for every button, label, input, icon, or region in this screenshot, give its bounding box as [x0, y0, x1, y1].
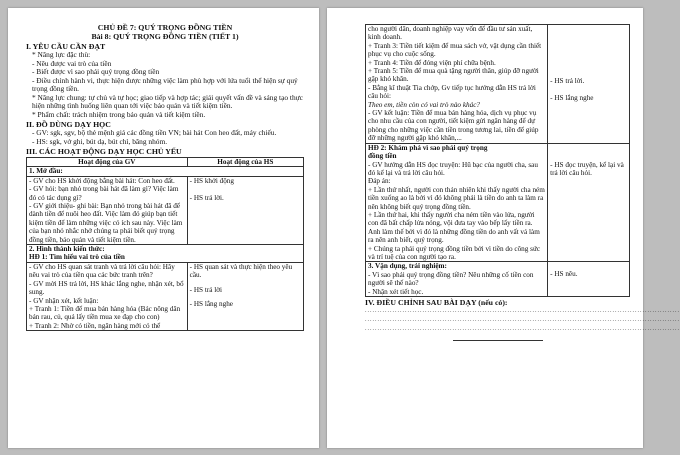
- table-header-row: [27, 158, 304, 167]
- section-3-heading: III. CÁC HOẠT ĐỘNG DẠY HỌC CHỦ YẾU: [26, 147, 182, 156]
- activity-heading: HĐ 1: Tìm hiểu vai trò của tiền: [29, 253, 125, 262]
- document-page-left: [8, 8, 319, 448]
- lesson-title: Bài 8: QUÝ TRỌNG ĐỒNG TIỀN (TIẾT 1): [91, 32, 239, 41]
- text-line: - GV kết luận: Tiền để mua bán hàng hóa, dịch vụ phục vụ cho nhu cầu của con người, tiết kiệm gửi ngân hàng để dự phòng cho những việc cần tiền trong tương lai, tiền để giúp đỡ những người gặp khó khăn,...: [368, 109, 539, 143]
- page-right-content: [365, 23, 680, 341]
- text-line: - GV mời HS trả lời, HS khác lắng nghe, nhận xét, bổ sung.: [29, 279, 184, 297]
- chapter-title: CHỦ ĐỀ 7: QUÝ TRỌNG ĐỒNG TIỀN: [97, 23, 233, 32]
- text-line: - Nhận xét tiết học.: [368, 287, 424, 296]
- text-line: - HS: sgk, vở ghi, bút dạ, bút chì, băng nhóm.: [32, 136, 168, 146]
- text-line: + Tranh 3: Tiền tiết kiệm để mua sách vở, vật dụng cần thiết phục vụ cho cuộc sống.: [368, 41, 542, 59]
- text-line: - HS nêu.: [550, 270, 578, 279]
- dotted-line: ..............................................................................................................................: [365, 326, 680, 332]
- activity-heading: HĐ 2: Khám phá vì sao phải quý trọng: [368, 143, 488, 152]
- text-line: - HS trả lời.: [189, 194, 224, 203]
- text-line: * Năng lực đặc thù:: [32, 50, 91, 59]
- text-line: + Tranh 2: Nhờ có tiền, ngân hàng mới có thể: [29, 321, 161, 330]
- hs-cell: [187, 176, 303, 244]
- table-row: [27, 167, 304, 176]
- hs-cell: [548, 25, 630, 144]
- text-line: - Bằng kĩ thuật Tia chớp, Gv tiếp tục hướng dẫn HS trả lời câu hỏi:: [368, 83, 536, 101]
- text-line: - Điều chỉnh hành vi, thực hiện được những việc làm phù hợp với lứa tuổi thể hiện sự quý trọng đồng tiền.: [32, 75, 298, 93]
- text-line: - GV cho HS khởi động bằng bài hát: Con heo đất.: [29, 176, 175, 185]
- table-row: [366, 262, 630, 297]
- col-header-gv: Hoạt động của GV: [27, 158, 188, 167]
- row-heading: 1. Mở đầu:: [27, 167, 304, 176]
- row-heading: 3. Vận dụng, trải nghiệm:: [368, 262, 447, 271]
- text-line: - GV hỏi: bạn nhỏ trong bài hát đã làm gì? Việc làm đó có tác dụng gì?: [29, 185, 179, 202]
- text-line: - HS quan sát và thực hiện theo yêu cầu.: [189, 262, 293, 280]
- gv-cell: [366, 25, 548, 144]
- dotted-line: ..............................................................................................................................: [365, 317, 680, 323]
- text-line: cho người dân, doanh nghiệp vay vốn để đầu tư sản xuất, kinh doanh.: [368, 25, 533, 42]
- question-text: Theo em, tiền còn có vai trò nào khác?: [368, 100, 480, 109]
- text-line: - HS khởi động: [189, 176, 234, 185]
- hs-cell: [548, 262, 630, 297]
- activities-table-right: [365, 24, 630, 297]
- gv-cell: [27, 176, 188, 244]
- text-line: - GV nhận xét, kết luận:: [29, 296, 99, 305]
- text-line: + Tranh 4: Tiền để đóng viện phí chữa bệnh.: [368, 58, 496, 67]
- row-heading: [27, 245, 304, 263]
- row-heading-text: 2. Hình thành kiến thức:: [29, 245, 105, 254]
- text-line: Đáp án:: [368, 177, 391, 186]
- text-line: - HS lắng nghe: [550, 94, 594, 103]
- section-2-heading: II. ĐỒ DÙNG DẠY HỌC: [26, 120, 111, 129]
- text-line: - GV cho HS quan sát tranh và trả lời câu hỏi: Hãy nêu vai trò của tiền qua các bức tranh trên?: [29, 262, 175, 280]
- gv-cell: [366, 143, 548, 262]
- end-rule: [453, 340, 543, 341]
- hs-cell: [187, 262, 303, 330]
- gv-cell: [27, 262, 188, 330]
- table-row: [27, 176, 304, 244]
- hs-cell: [548, 143, 630, 262]
- text-line: + Lần thứ hai, khi thấy người cha ném tiền vào lửa, người con đã bất chấp lửa nóng, vội đưa tay vào bếp lấy tiền ra. Anh làm thế bởi vì đó là những đồng tiền do anh vất vả làm ra nên anh biết, quý trọng.: [368, 210, 540, 245]
- text-line: - HS đọc truyện, kể lại và trả lời câu hỏi.: [550, 160, 624, 178]
- page-left-content: [26, 23, 304, 331]
- text-line: - HS lắng nghe: [189, 300, 233, 309]
- text-line: - GV: sgk, sgv, bộ thẻ mệnh giá các đồng tiền VN; bài hát Con heo đất, máy chiếu.: [32, 128, 277, 137]
- table-row: [366, 25, 630, 144]
- text-line: - HS trả lời: [189, 285, 223, 294]
- text-line: * Năng lực chung: tự chủ và tự học; giao tiếp và hợp tác; giải quyết vấn đề và sáng tạo thực hiện những tình huống liên quan tới việc bảo quản và tiết kiệm tiền.: [32, 92, 303, 110]
- activities-table-left: [26, 157, 304, 331]
- text-line: - Nêu được vai trò của tiền: [32, 58, 112, 68]
- table-row: [366, 143, 630, 262]
- gv-cell: [366, 262, 548, 297]
- text-line: - Biết được vì sao phải quý trọng đồng tiền: [32, 67, 160, 76]
- activity-heading: đồng tiền: [368, 152, 397, 161]
- text-line: + Lần thứ nhất, người con thản nhiên khi thấy người cha ném tiền xuống ao là bởi vì đó không phải là tiền do anh ta làm ra nên không biết quý trọng đồng tiền.: [368, 185, 545, 211]
- section-4-heading: IV. ĐIỀU CHỈNH SAU BÀI DẠY (nếu có):: [365, 298, 508, 307]
- text-line: + Tranh 5: Tiền để mua quà tặng người thân, giúp đỡ người gặp khó khăn.: [368, 67, 539, 84]
- text-line: - HS trả lời.: [550, 77, 585, 85]
- text-line: + Chúng ta phải quý trọng đồng tiền bởi vì tiền do công sức và trí tuệ của con người tạo ra.: [368, 244, 541, 261]
- text-line: + Tranh 1: Tiền để mua bán hàng hóa (Bác nông dân bán rau, củ, quả lấy tiền mua xe đạp cho con): [29, 304, 181, 322]
- table-row: [27, 262, 304, 330]
- text-line: - Vì sao phải quý trọng đồng tiền? Nêu những cố tiền con người sẽ thế nào?: [368, 270, 534, 288]
- text-line: - GV giới thiệu- ghi bài: Bạn nhỏ trong bài hát đã để dành tiền để nuôi heo đất. Việc làm đó giúp bạn tiết kiệm tiền để làm những việc có ích sau này. Việc làm của bạn nhỏ nhắc nhở chúng ta phải biết quý trọng đồng tiền, bảo quản và tiết kiệm tiền.: [29, 202, 183, 244]
- text-line: - GV hướng dẫn HS đọc truyện: Hũ bạc của người cha, sau đó kể lại và trả lời câu hỏi.: [368, 160, 538, 177]
- col-header-hs: Hoạt động của HS: [187, 158, 303, 167]
- dotted-line: ..............................................................................................................................: [365, 308, 680, 314]
- table-row: [27, 245, 304, 263]
- text-line: * Phẩm chất: trách nhiệm trong bảo quản và tiết kiệm tiền.: [32, 109, 206, 119]
- section-1-heading: I. YÊU CẦU CẦN ĐẠT: [26, 42, 106, 51]
- document-page-right: [327, 8, 680, 448]
